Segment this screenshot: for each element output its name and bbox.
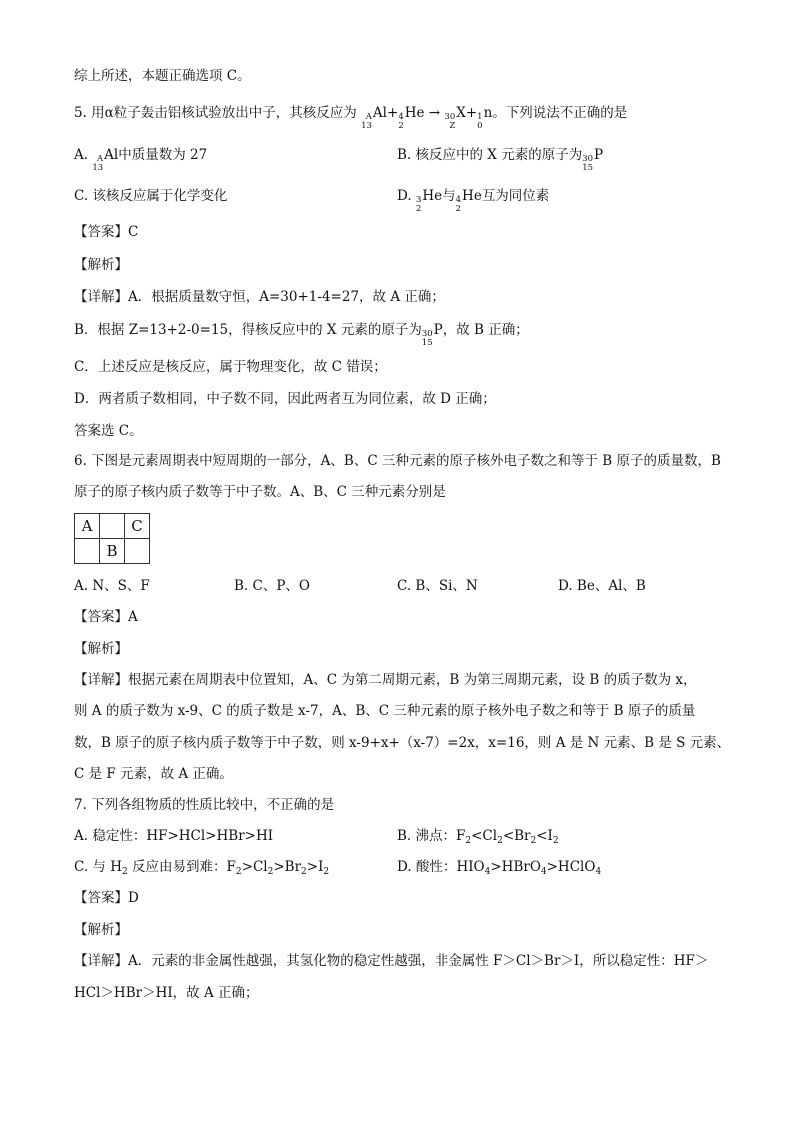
q5-option-b: B. 核反应中的 X 元素的原子为 30 15 P: [397, 147, 604, 173]
q6-analysis-label: 【解析】: [74, 641, 128, 657]
q6-detail-line2: 则 A 的质子数为 x-9、C 的质子数是 x-7，A、B、C 三种元素的原子核外电子数之和等于 B 原子的质量: [74, 703, 696, 719]
grid-cell: B: [100, 539, 125, 564]
q5-conclusion: 答案选 C。: [74, 423, 143, 439]
q7-option-d: D. 酸性：$HIO_4>HBrO_4>HClO_4$: [397, 859, 602, 877]
q6-stem-line1: 6. 下图是元素周期表中短周期的一部分，A、B、C 三种元素的原子核外电子数之和等于 B 原子的质量数，B: [74, 453, 721, 469]
grid-cell: [75, 539, 100, 564]
grid-cell: A: [75, 514, 100, 539]
q5-option-c: C. 该核反应属于化学变化: [74, 188, 228, 204]
grid-cell: [100, 514, 125, 539]
grid-cell: [125, 539, 150, 564]
q7-option-c: C. 与 $H_2$ 反应由易到难：$F_2>Cl_2>Br_2>I_2$: [74, 859, 330, 877]
q6-option-a: A. N、S、F: [74, 578, 150, 594]
q6-detail-line4: C 是 F 元素，故 A 正确。: [74, 766, 233, 782]
q6-option-d: D. Be、Al、B: [558, 578, 646, 594]
q6-option-c: C. B、Si、N: [397, 578, 478, 594]
q5-detail-b: B．根据 Z=13+2-0=15，得核反应中的 X 元素的原子为 30 15 P，故 B 正确；: [74, 322, 529, 348]
q5-stem: [74, 103, 627, 131]
q7-stem: 7. 下列各组物质的性质比较中，不正确的是: [74, 797, 335, 813]
q5-option-d: D. 3 2 He与 4 2 He互为同位素: [397, 188, 550, 214]
q5-detail-d: D．两者质子数相同，中子数不同，因此两者互为同位素，故 D 正确；: [74, 391, 496, 407]
q5-stem-text: 5. 用α粒子轰击铝核试验放出中子，其核反应为: [74, 105, 357, 121]
intro-conclusion: 综上所述，本题正确选项 C。: [74, 68, 251, 84]
q7-analysis-label: 【解析】: [74, 922, 128, 938]
reaction-arrow: →: [428, 105, 441, 121]
q6-stem-line2: 原子的原子核内质子数等于中子数。A、B、C 三种元素分别是: [74, 484, 446, 500]
q5-reaction-equation: A 13 Al+ 4 2 He → 30 Z X+ 1 0 n: [361, 105, 493, 131]
q5-option-a: A. A 13 Al中质量数为 27: [74, 147, 208, 173]
q6-answer: 【答案】A: [74, 609, 138, 625]
q6-detail-line3: 数，B 原子的原子核内质子数等于中子数，则 x-9+x+（x-7）=2x，x=16，则 A 是 N 元素、B 是 S 元素、: [74, 735, 731, 751]
q5-answer: 【答案】C: [74, 224, 139, 240]
q7-option-b: B. 沸点：$F_2<Cl_2<Br_2<I_2$: [397, 828, 559, 846]
grid-cell: C: [125, 514, 150, 539]
q5-stem-tail: 。下列说法不正确的是: [492, 105, 628, 121]
q7-detail-line1: 【详解】A．元素的非金属性越强，其氢化物的稳定性越强，非金属性 F＞Cl＞Br＞I，所以稳定性：HF＞: [74, 953, 709, 969]
q7-option-a: A. 稳定性：HF>HCl>HBr>HI: [74, 828, 274, 844]
q5-detail-c: C．上述反应是核反应，属于物理变化，故 C 错误；: [74, 359, 387, 375]
q5-analysis-label: 【解析】: [74, 257, 128, 273]
periodic-table-fragment: [74, 513, 150, 564]
q7-answer: 【答案】D: [74, 890, 139, 906]
q5-detail-a: 【详解】A．根据质量数守恒，A=30+1-4=27，故 A 正确；: [74, 289, 445, 305]
q6-detail-line1: 【详解】根据元素在周期表中位置知，A、C 为第二周期元素，B 为第三周期元素，设 B 的质子数为 x，: [74, 672, 697, 688]
q7-detail-line2: HCl＞HBr＞HI，故 A 正确；: [74, 985, 259, 1001]
q6-option-b: B. C、P、O: [234, 578, 310, 594]
